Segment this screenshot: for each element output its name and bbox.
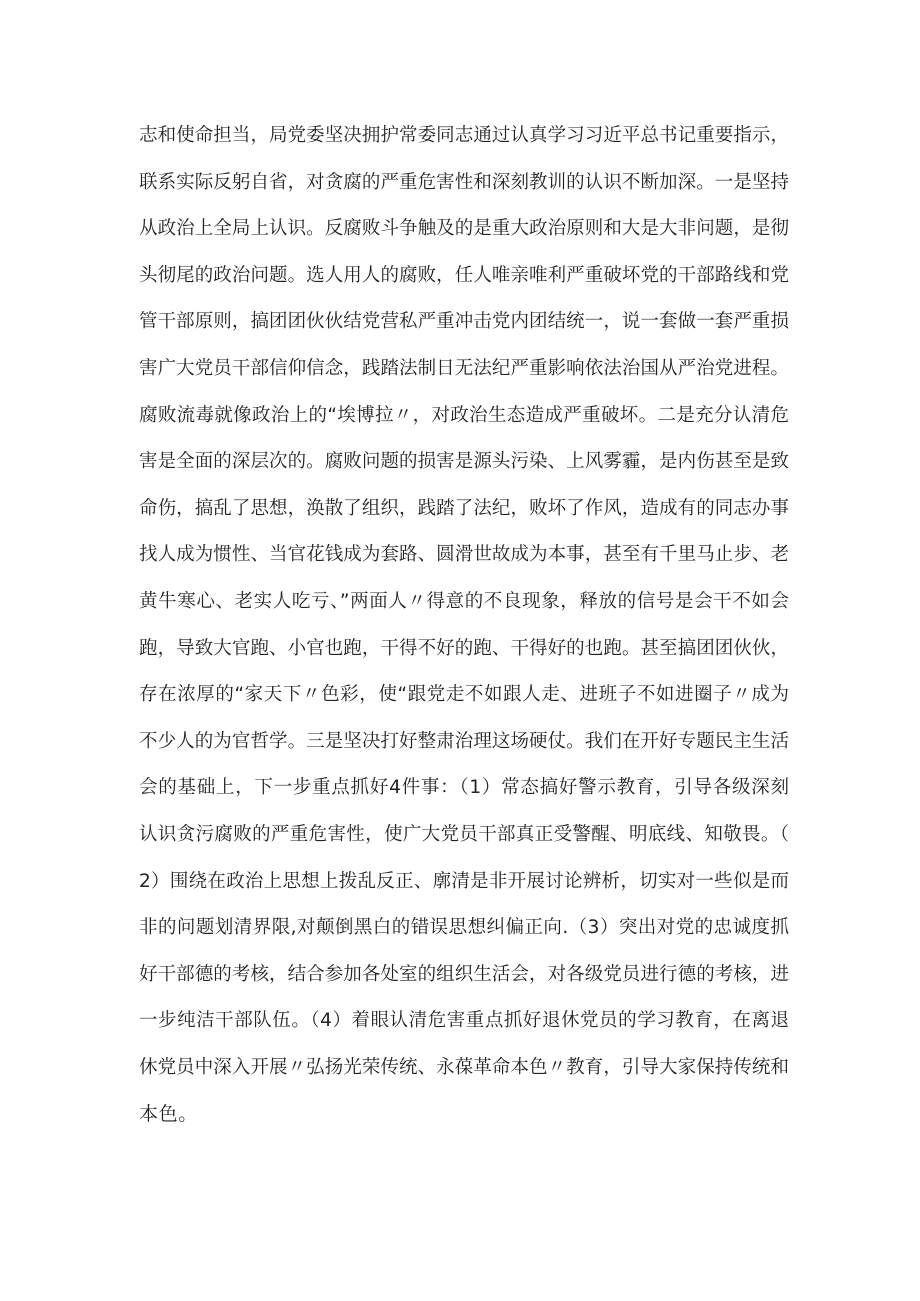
text-line: 存在浓厚的“家天下〃色彩，使“跟党走不如跟人走、进班子不如进圈子〃成为: [139, 684, 789, 706]
text-line: 志和使命担当，局党委坚决拥护常委同志通过认真学习习近平总书记重要指示，: [139, 125, 789, 146]
text-line: 害广大党员干部信仰信念，践踏法制日无法纪严重影响依法治国从严治党进程。: [139, 357, 789, 379]
text-line: 不少人的为官哲学。三是坚决打好整肃治理这场硬仗。我们在开好专题民主生活: [139, 730, 789, 752]
text-line: 非的问题划清界限,对颠倒黑白的错误思想纠偏正向.（3）突出对党的忠诚度抓: [139, 917, 789, 939]
body-paragraph: [139, 113, 789, 1138]
text-line: 命伤，搞乱了思想，涣散了组织，践踏了法纪，败坏了作风，造成有的同志办事: [139, 497, 789, 519]
text-line: 腐败流毒就像政治上的“埃博拉〃，对政治生态造成严重破坏。二是充分认清危: [139, 404, 789, 426]
text-line: 黄牛寒心、老实人吃亏、”两面人〃得意的不良现象，释放的信号是会干不如会: [139, 590, 789, 612]
text-line: 从政治上全局上认识。反腐败斗争触及的是重大政治原则和大是大非问题，是彻: [139, 218, 789, 240]
text-line: 联系实际反躬自省，对贪腐的严重危害性和深刻教训的认识不断加深。一是坚持: [139, 171, 789, 193]
text-line: 会的基础上，下一步重点抓好4件事：（1）常态搞好警示教育，引导各级深刻: [139, 777, 789, 799]
text-line-last: 本色。: [139, 1103, 198, 1126]
text-line: 2）围绕在政治上思想上拨乱反正、廓清是非开展讨论辨析，切实对一些似是而: [139, 870, 789, 892]
text-line: 害是全面的深层次的。腐败问题的损害是源头污染、上风雾霾，是内伤甚至是致: [139, 451, 789, 473]
text-line: 认识贪污腐败的严重危害性，使广大党员干部真正受警醒、明底线、知敬畏。（: [139, 823, 789, 845]
text-line: 找人成为惯性、当官花钱成为套路、圆滑世故成为本事，甚至有千里马止步、老: [139, 544, 789, 566]
text-line: 一步纯洁干部队伍。（4）着眼认清危害重点抓好退休党员的学习教育，在离退: [139, 1010, 789, 1032]
text-line: 管干部原则，搞团团伙伙结党营私严重冲击党内团结统一，说一套做一套严重损: [139, 311, 789, 333]
text-line: 休党员中深入开展〃弘扬光荣传统、永葆革命本色〃教育，引导大家保持传统和: [139, 1056, 789, 1078]
text-line: 好干部德的考核，结合参加各处室的组织生活会，对各级党员进行德的考核，进: [139, 963, 789, 985]
text-line: 跑，导致大官跑、小官也跑，干得不好的跑、干得好的也跑。甚至搞团团伙伙，: [139, 637, 789, 659]
text-line: 头彻尾的政治问题。选人用人的腐败，任人唯亲唯利严重破坏党的干部路线和党: [139, 264, 789, 286]
